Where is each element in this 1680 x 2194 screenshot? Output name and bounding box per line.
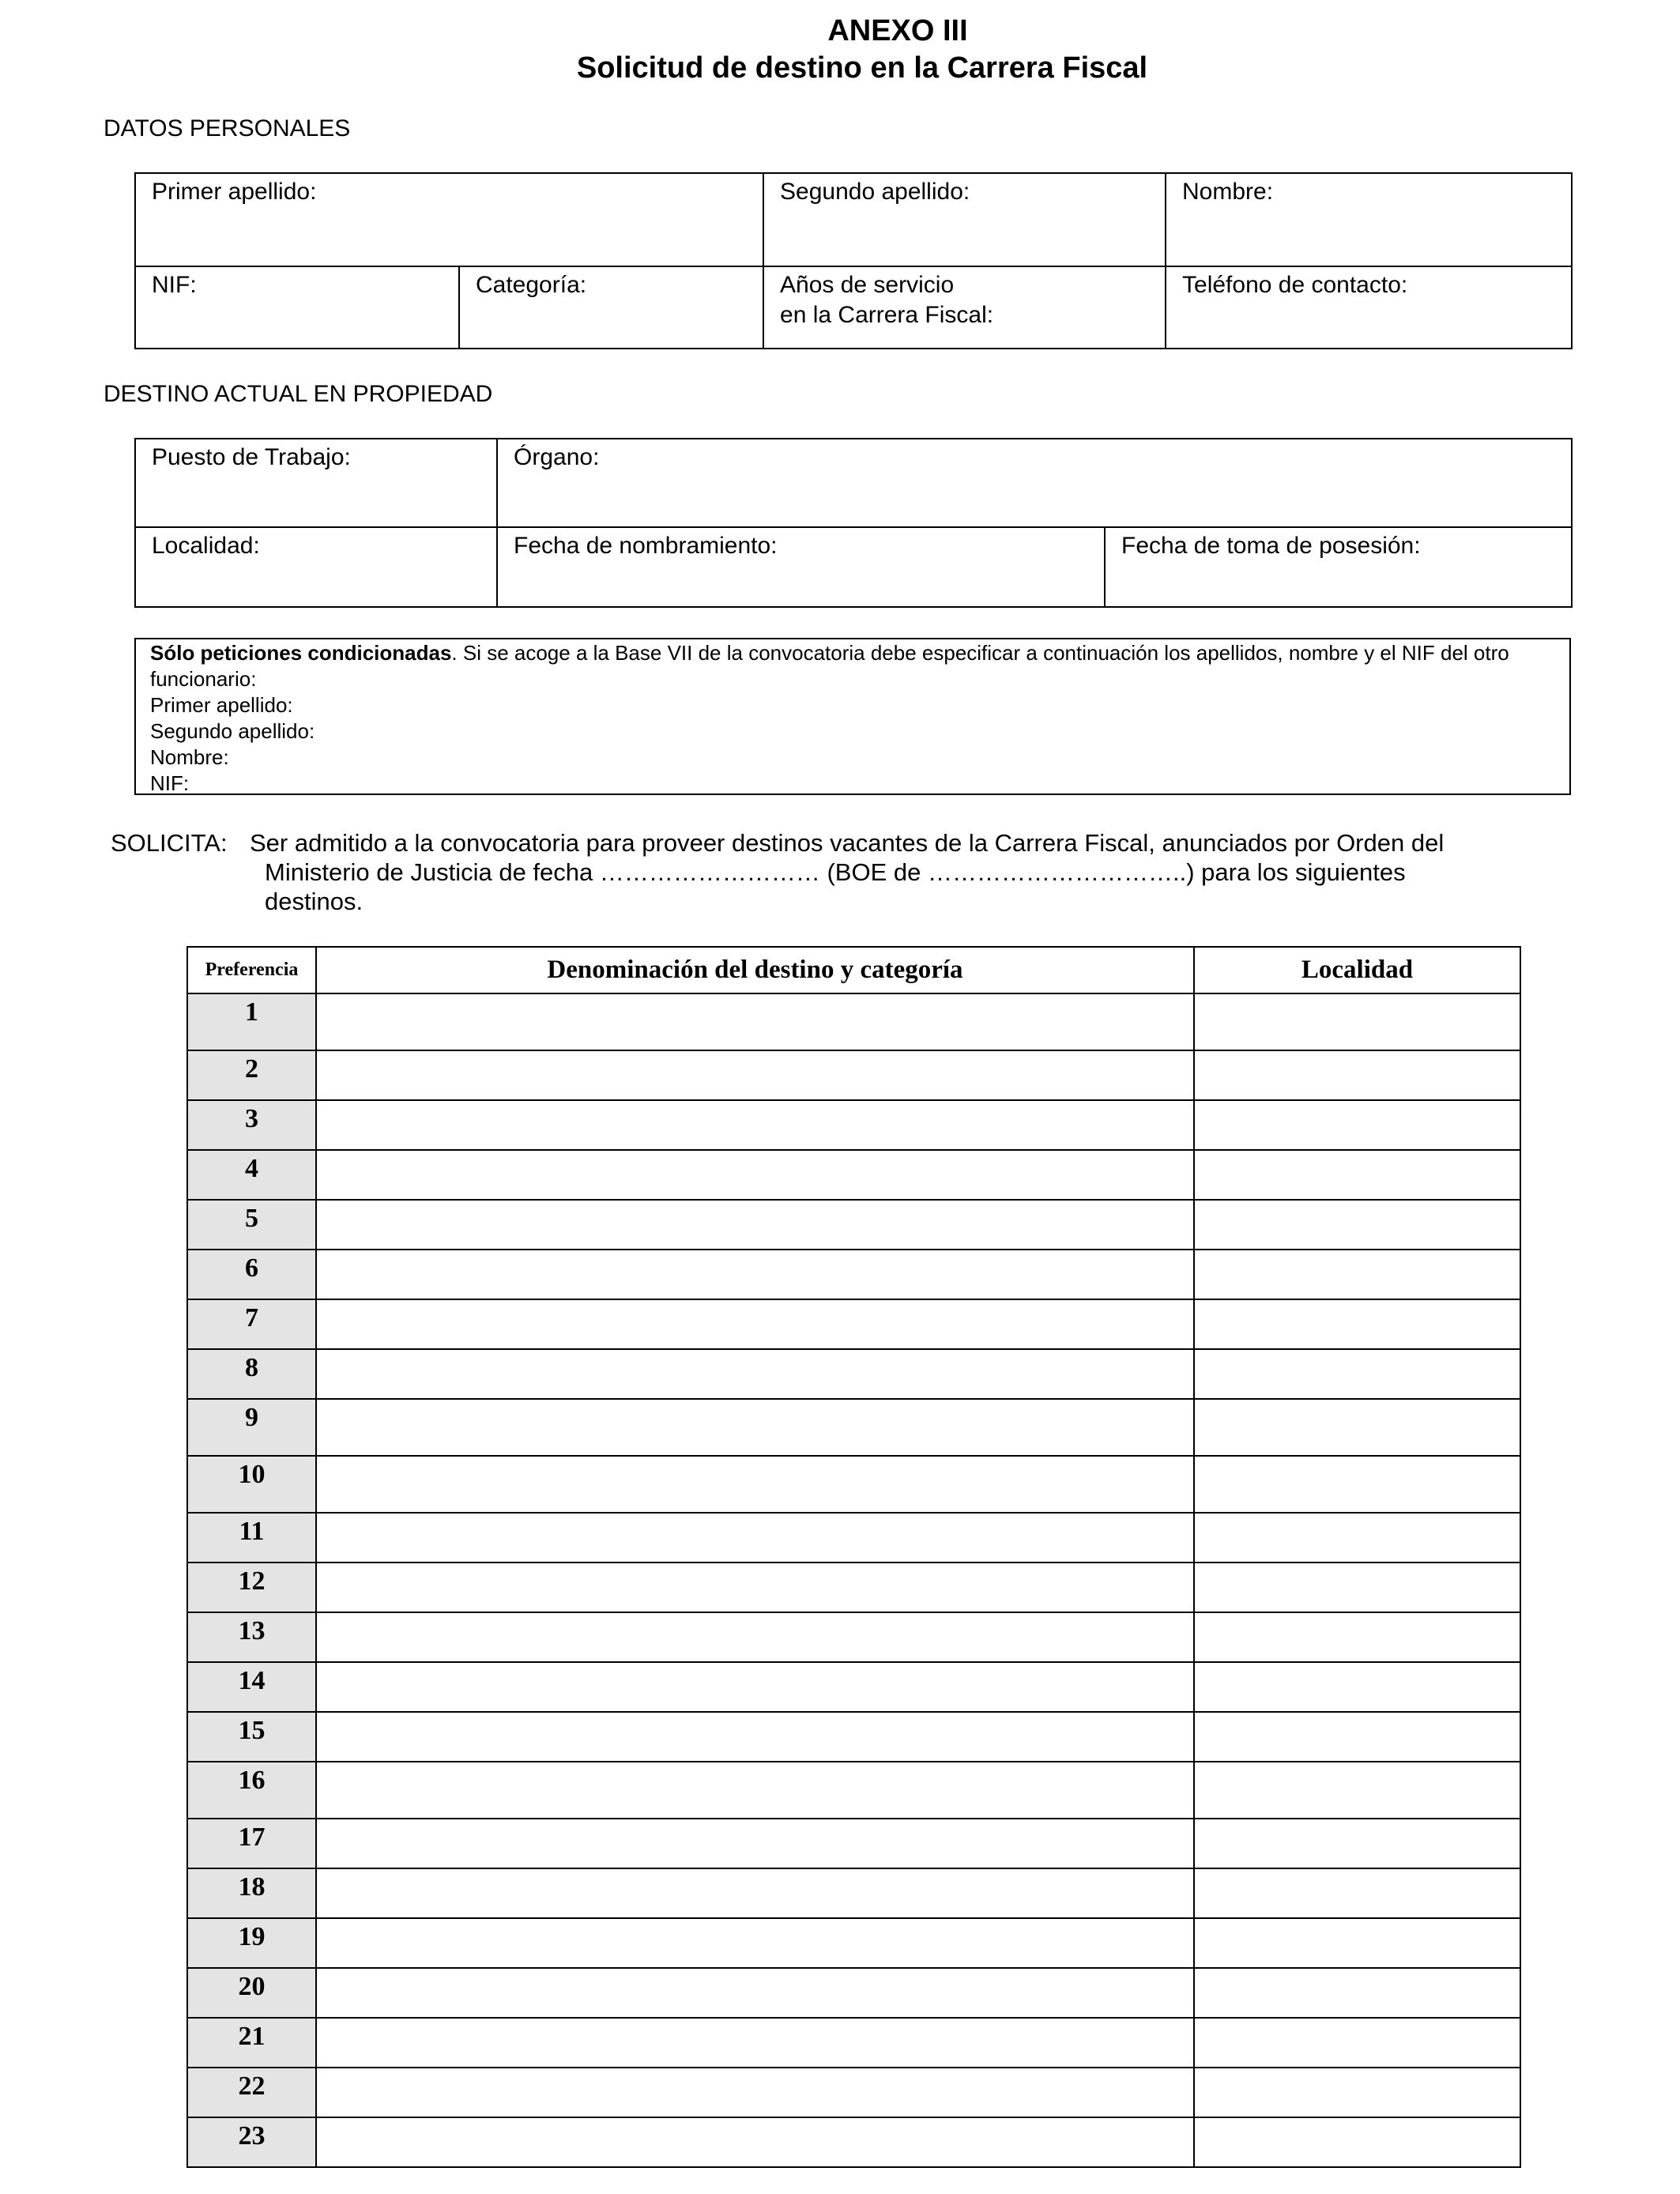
datos-personales-heading: DATOS PERSONALES [104, 115, 351, 141]
preference-number: 20 [187, 1968, 316, 2018]
denominacion-cell[interactable] [316, 1200, 1194, 1250]
nif-field[interactable]: NIF: [135, 266, 459, 349]
localidad-cell[interactable] [1194, 1712, 1520, 1762]
preference-number: 10 [187, 1456, 316, 1513]
cond-primer-apellido-field[interactable]: Primer apellido: [150, 693, 293, 717]
preference-number: 14 [187, 1662, 316, 1712]
preference-number: 12 [187, 1563, 316, 1612]
preference-number: 7 [187, 1299, 316, 1349]
table-row [187, 1250, 1520, 1299]
preferences-table-body [187, 993, 1520, 2167]
table-row [187, 1563, 1520, 1612]
localidad-cell[interactable] [1194, 1399, 1520, 1456]
solicita-label: SOLICITA: [111, 829, 228, 857]
table-row [187, 1349, 1520, 1399]
denominacion-cell[interactable] [316, 1968, 1194, 2018]
table-row [187, 1968, 1520, 2018]
localidad-cell[interactable] [1194, 1100, 1520, 1150]
localidad-cell[interactable] [1194, 1200, 1520, 1250]
datos-personales-table [134, 172, 1573, 349]
denominacion-cell[interactable] [316, 1150, 1194, 1200]
table-row [187, 1200, 1520, 1250]
denominacion-cell[interactable] [316, 1612, 1194, 1662]
preference-number: 15 [187, 1712, 316, 1762]
localidad-cell[interactable] [1194, 1819, 1520, 1868]
anos-servicio-field[interactable] [763, 266, 1166, 349]
localidad-cell[interactable] [1194, 2068, 1520, 2117]
preference-number: 4 [187, 1150, 316, 1200]
solicita-line3: destinos. [265, 888, 363, 915]
preference-number: 13 [187, 1612, 316, 1662]
localidad-cell[interactable] [1194, 1050, 1520, 1100]
preference-number: 23 [187, 2117, 316, 2167]
preference-number: 19 [187, 1918, 316, 1968]
preference-number: 5 [187, 1200, 316, 1250]
denominacion-cell[interactable] [316, 1513, 1194, 1563]
peticiones-condicionadas-box [134, 638, 1571, 795]
anos-servicio-label-line2: en la Carrera Fiscal: [780, 302, 994, 328]
table-row [187, 1399, 1520, 1456]
segundo-apellido-field[interactable]: Segundo apellido: [763, 173, 1166, 266]
table-row [187, 1612, 1520, 1662]
table-row [187, 2068, 1520, 2117]
denominacion-cell[interactable] [316, 2018, 1194, 2068]
localidad-field[interactable]: Localidad: [135, 527, 497, 607]
destino-actual-heading: DESTINO ACTUAL EN PROPIEDAD [104, 381, 493, 407]
preference-number: 8 [187, 1349, 316, 1399]
preference-number: 6 [187, 1250, 316, 1299]
localidad-cell[interactable] [1194, 1150, 1520, 1200]
solicita-line2: Ministerio de Justicia de fecha ……………………… (BOE de …………………………..) para los siguientes [265, 858, 1406, 886]
preference-number: 1 [187, 993, 316, 1050]
preference-number: 21 [187, 2018, 316, 2068]
table-row [187, 1662, 1520, 1712]
cond-nif-field[interactable]: NIF: [150, 771, 190, 795]
solicita-line1: Ser admitido a la convocatoria para proveer destinos vacantes de la Carrera Fiscal, anunciados por Orden del [250, 829, 1445, 857]
denominacion-cell[interactable] [316, 2068, 1194, 2117]
localidad-cell[interactable] [1194, 1918, 1520, 1968]
fecha-nombramiento-field[interactable]: Fecha de nombramiento: [497, 527, 1105, 607]
denominacion-cell[interactable] [316, 1819, 1194, 1868]
destino-actual-table [134, 438, 1573, 608]
condicionadas-bold-lead: Sólo peticiones condicionadas [150, 641, 452, 665]
preference-number: 11 [187, 1513, 316, 1563]
localidad-cell[interactable] [1194, 1250, 1520, 1299]
preference-number: 9 [187, 1399, 316, 1456]
table-row [187, 1050, 1520, 1100]
table-row [187, 1100, 1520, 1150]
localidad-cell[interactable] [1194, 1456, 1520, 1513]
localidad-cell[interactable] [1194, 1299, 1520, 1349]
condicionadas-text: . Si se acoge a la Base VII de la convocatoria debe especificar a continuación los apellidos, nombre y el NIF del otro funcionario: [150, 641, 1509, 691]
localidad-cell[interactable] [1194, 2018, 1520, 2068]
denominacion-cell[interactable] [316, 1868, 1194, 1918]
denominacion-cell[interactable] [316, 1456, 1194, 1513]
cond-nombre-field[interactable]: Nombre: [150, 745, 229, 769]
localidad-cell[interactable] [1194, 1762, 1520, 1819]
denominacion-cell[interactable] [316, 1299, 1194, 1349]
localidad-header: Localidad [1194, 947, 1520, 993]
denominacion-header: Denominación del destino y categoría [316, 947, 1194, 993]
table-row [187, 2018, 1520, 2068]
preference-number: 18 [187, 1868, 316, 1918]
nombre-field[interactable]: Nombre: [1166, 173, 1572, 266]
denominacion-cell[interactable] [316, 1662, 1194, 1712]
denominacion-cell[interactable] [316, 1100, 1194, 1150]
table-row [187, 1762, 1520, 1819]
primer-apellido-field[interactable]: Primer apellido: [135, 173, 763, 266]
localidad-cell[interactable] [1194, 1612, 1520, 1662]
fecha-posesion-field[interactable]: Fecha de toma de posesión: [1105, 527, 1572, 607]
document-subtitle: Solicitud de destino en la Carrera Fiscal [576, 51, 1148, 85]
table-row [187, 1513, 1520, 1563]
telefono-field[interactable]: Teléfono de contacto: [1166, 266, 1572, 349]
table-row [187, 1819, 1520, 1868]
localidad-cell[interactable] [1194, 1349, 1520, 1399]
preferences-table [186, 946, 1521, 2168]
denominacion-cell[interactable] [316, 1563, 1194, 1612]
preference-number: 2 [187, 1050, 316, 1100]
localidad-cell[interactable] [1194, 1968, 1520, 2018]
localidad-cell[interactable] [1194, 1513, 1520, 1563]
table-row [187, 2117, 1520, 2167]
cond-segundo-apellido-field[interactable]: Segundo apellido: [150, 719, 315, 743]
table-row [187, 1150, 1520, 1200]
localidad-cell[interactable] [1194, 1662, 1520, 1712]
anos-servicio-label-line1: Años de servicio [780, 272, 955, 298]
denominacion-cell[interactable] [316, 1712, 1194, 1762]
preference-number: 17 [187, 1819, 316, 1868]
denominacion-cell[interactable] [316, 1762, 1194, 1819]
localidad-cell[interactable] [1194, 993, 1520, 1050]
organo-field[interactable]: Órgano: [497, 439, 1572, 527]
preference-number: 22 [187, 2068, 316, 2117]
table-row [187, 1868, 1520, 1918]
denominacion-cell[interactable] [316, 1399, 1194, 1456]
table-row [187, 1712, 1520, 1762]
denominacion-cell[interactable] [316, 1349, 1194, 1399]
localidad-cell[interactable] [1194, 1563, 1520, 1612]
table-row [187, 993, 1520, 1050]
denominacion-cell[interactable] [316, 1918, 1194, 1968]
localidad-cell[interactable] [1194, 1868, 1520, 1918]
denominacion-cell[interactable] [316, 1250, 1194, 1299]
preferencia-header: Preferencia [187, 947, 316, 993]
denominacion-cell[interactable] [316, 2117, 1194, 2167]
denominacion-cell[interactable] [316, 1050, 1194, 1100]
categoria-field[interactable]: Categoría: [459, 266, 763, 349]
puesto-trabajo-field[interactable]: Puesto de Trabajo: [135, 439, 497, 527]
table-row [187, 1299, 1520, 1349]
preference-number: 3 [187, 1100, 316, 1150]
localidad-cell[interactable] [1194, 2117, 1520, 2167]
denominacion-cell[interactable] [316, 993, 1194, 1050]
table-row [187, 1456, 1520, 1513]
table-row [187, 1918, 1520, 1968]
document-title: ANEXO III [827, 14, 968, 47]
preference-number: 16 [187, 1762, 316, 1819]
condicionadas-intro [150, 640, 1555, 692]
